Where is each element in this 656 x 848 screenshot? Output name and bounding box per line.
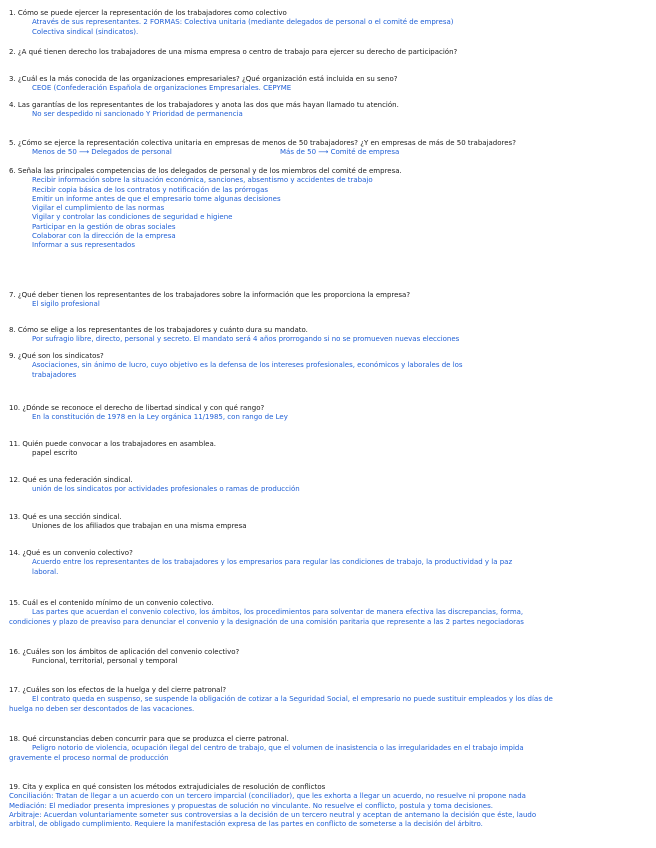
answer-line: Las partes que acuerdan el convenio colectivo, los ámbitos, los procedimientos para solventar de manera efectiva las discrepancias, forma, [32,608,524,617]
question-13 [9,513,645,532]
question-8 [9,326,645,345]
question-5 [9,139,645,158]
answer-line: Funcional, territorial, personal y temporal [32,657,178,666]
answer-line: arbitral, de obligado cumplimiento. Requiere la manifestación expresa de las partes en conflicto de someterse a la decisión del árbitro. [9,820,483,829]
answer-line: En la constitución de 1978 en la Ley orgánica 11/1985, con rango de Ley [32,413,288,422]
answer-line: Vigilar el cumplimiento de las normas [32,204,165,213]
answer-line: Arbitraje: Acuerdan voluntariamente someter sus controversias a la decisión de un tercero neutral y aceptan de antemano la decisión que éste, laudo [9,810,537,819]
question-text: 18. Qué circunstancias deben concurrir para que se produzca el cierre patronal. [9,735,289,743]
question-text: 8. Cómo se elige a los representantes de los trabajadores y cuánto dura su mandato. [9,326,308,334]
question-text: 7. ¿Qué deber tienen los representantes de los trabajadores sobre la información que les proporciona la empresa? [9,291,411,299]
answer-line: Através de sus representantes. 2 FORMAS: Colectiva unitaria (mediante delegados de personal o el comité de empresa) [32,18,454,27]
question-7 [9,291,645,310]
answer-line: Informar a sus representados [32,241,135,250]
answer-line: Uniones de los afiliados que trabajan en una misma empresa [32,522,247,531]
question-15 [9,599,645,627]
answer-left: Menos de 50 ⟶ Delegados de personal [32,148,172,157]
question-10 [9,404,645,423]
answer-line: huelga no deben ser descontados de las vacaciones. [9,704,195,713]
question-6 [9,167,645,251]
answer-line: Peligro notorio de violencia, ocupación ilegal del centro de trabajo, que el volumen de inasistencia o las irregularidades en el trabajo impida [32,744,524,753]
question-text: 16. ¿Cuáles son los ámbitos de aplicación del convenio colectivo? [9,648,240,656]
answer-line: papel escrito [32,449,78,458]
question-14 [9,549,645,577]
answer-line: trabajadores [32,370,77,379]
answer-line: Recibir información sobre la situación económica, sanciones, absentismo y accidentes de trabajo [32,176,373,185]
answer-line: Participar en la gestión de obras sociales [32,222,176,231]
answer-line: El contrato queda en suspenso, se suspende la obligación de cotizar a la Seguridad Social, el empresario no puede sustituir empleados y los días de [32,695,553,704]
answer-line: Vigilar y controlar las condiciones de seguridad e higiene [32,213,233,222]
answer-line: condiciones y plazo de preaviso para denunciar el convenio y la designación de una comisión paritaria que represente a las 2 partes negociadoras [9,617,524,626]
question-text: 10. ¿Dónde se reconoce el derecho de libertad sindical y con qué rango? [9,404,265,412]
question-16 [9,648,645,667]
answer-line: El sigilo profesional [32,300,100,309]
answer-line: Conciliación: Tratan de llegar a un acuerdo con un tercero imparcial (conciliador), que les exhorta a llegar un acuerdo, no resuelve ni propone nada [9,792,526,801]
question-17 [9,686,645,714]
question-text: 2. ¿A qué tienen derecho los trabajadores de una misma empresa o centro de trabajo para ejercer su derecho de participación? [9,48,458,56]
question-text: 1. Cómo se puede ejercer la representación de los trabajadores como colectivo [9,9,287,17]
question-text: 17. ¿Cuáles son los efectos de la huelga y del cierre patronal? [9,686,227,694]
question-text: 3. ¿Cuál es la más conocida de las organizaciones empresariales? ¿Qué organización está incluida en su seno? [9,75,398,83]
answer-line: Colectiva sindical (sindicatos). [32,27,139,36]
answer-line: Colaborar con la dirección de la empresa [32,232,176,241]
question-text: 4. Las garantías de los representantes de los trabajadores y anota las dos que más hayan llamado tu atención. [9,101,399,109]
answer-line: Mediación: El mediador presenta impresiones y propuestas de solución no vinculante. No resuelve el conflicto, postula y toma decisiones. [9,801,493,810]
question-text: 13. Qué es una sección sindical. [9,513,122,521]
answer-line: Asociaciones, sin ánimo de lucro, cuyo objetivo es la defensa de los intereses profesionales, económicos y laborales de los [32,361,463,370]
answer-line: Recibir copia básica de los contratos y notificación de las prórrogas [32,185,269,194]
answer-line: unión de los sindicatos por actividades profesionales o ramas de producción [32,485,300,494]
answer-line: gravemente el proceso normal de producción [9,753,169,762]
question-4 [9,101,645,120]
question-text: 5. ¿Cómo se ejerce la representación colectiva unitaria en empresas de menos de 50 trabajadores? ¿Y en empresas de más de 50 trabajadores? [9,139,516,147]
question-1 [9,9,645,37]
question-text: 12. Qué es una federación sindical. [9,476,133,484]
question-text: 11. Quién puede convocar a los trabajadores en asamblea. [9,440,216,448]
answer-line: CEOE (Confederación Española de organizaciones Empresariales. CEPYME [32,84,292,93]
question-11 [9,440,645,459]
answer-line: No ser despedido ni sancionado Y Prioridad de permanencia [32,110,243,119]
question-9 [9,352,645,380]
question-text: 6. Señala las principales competencias de los delegados de personal y de los miembros del comité de empresa. [9,167,402,175]
answer-line [9,148,645,157]
answer-line: Por sufragio libre, directo, personal y secreto. El mandato será 4 años prorrogando si no se promueven nuevas elecciones [32,335,460,344]
question-text: 9. ¿Qué son los sindicatos? [9,352,104,360]
answer-line: Emitir un informe antes de que el empresario tome algunas decisiones [32,194,281,203]
answer-right: Más de 50 ⟶ Comité de empresa [280,148,400,157]
question-19 [9,783,645,829]
question-3 [9,75,645,94]
question-text: 19. Cita y explica en qué consisten los métodos extrajudiciales de resolución de conflictos [9,783,326,791]
question-text: 14. ¿Qué es un convenio colectivo? [9,549,133,557]
question-2 [9,48,645,57]
answer-line: laboral. [32,567,59,576]
question-18 [9,735,645,763]
answer-line: Acuerdo entre los representantes de los trabajadores y los empresarios para regular las condiciones de trabajo, la productividad y la paz [32,558,513,567]
question-12 [9,476,645,495]
question-text: 15. Cuál es el contenido mínimo de un convenio colectivo. [9,599,214,607]
